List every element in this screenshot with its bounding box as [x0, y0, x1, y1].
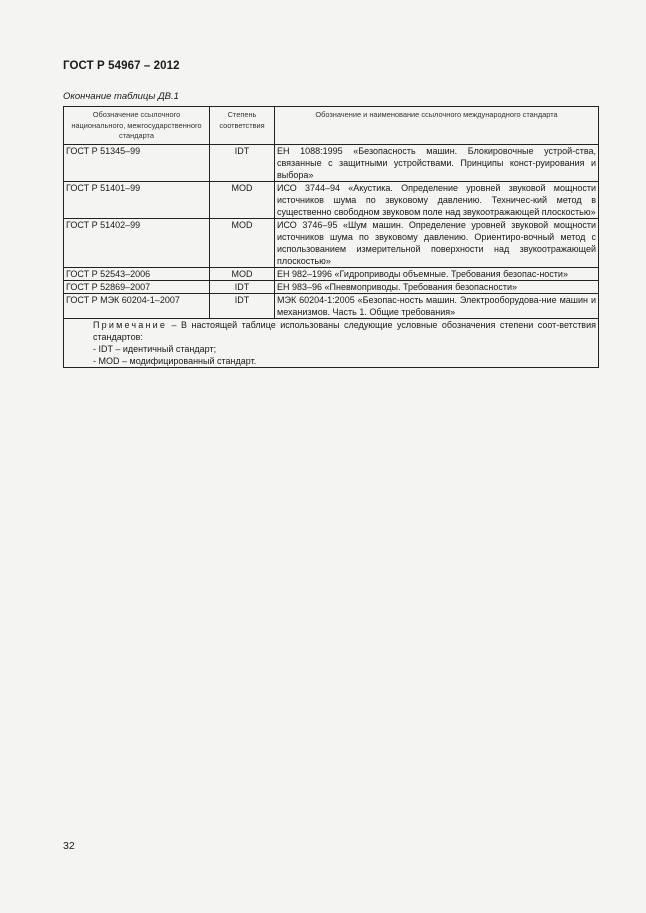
note-text [66, 319, 596, 343]
table-header-row [64, 107, 599, 145]
degree-cell: MOD [210, 218, 275, 267]
note-label: Примечание [93, 319, 168, 330]
national-standard-cell: ГОСТ Р МЭК 60204-1–2007 [64, 293, 210, 318]
column-header-degree: Степень соответствия [210, 107, 275, 145]
national-standard-cell: ГОСТ Р 51401–99 [64, 181, 210, 218]
national-standard-cell: ГОСТ Р 52869–2007 [64, 280, 210, 293]
intl-standard-cell: ЕН 1088:1995 «Безопасность машин. Блокировочные устрой-ства, связанные с защитными устройствами. Принципы конст-руирования и выбора» [275, 144, 599, 181]
intl-standard-cell: ИСО 3744–94 «Акустика. Определение уровней звуковой мощности источников шума по звуковому давлению. Техничес-кий метод в существенно свободном звуковом поле над звукоотражающей плоскостью» [275, 181, 599, 218]
table-row [64, 181, 599, 218]
page-number: 32 [63, 840, 75, 852]
column-header-national: Обозначение ссылочного национального, межгосударственного стандарта [64, 107, 210, 145]
standards-table [63, 106, 599, 368]
table-note-row [64, 318, 599, 367]
national-standard-cell: ГОСТ Р 51402–99 [64, 218, 210, 267]
note-item: - IDT – идентичный стандарт; [93, 343, 217, 354]
degree-cell: IDT [210, 280, 275, 293]
intl-standard-cell: МЭК 60204-1:2005 «Безопас-ность машин. Электрооборудова-ние машин и механизмов. Часть 1. Общие требования» [275, 293, 599, 318]
degree-cell: MOD [210, 181, 275, 218]
table-row [64, 280, 599, 293]
table-row [64, 218, 599, 267]
note-item: - MOD – модифицированный стандарт. [93, 355, 257, 366]
table-row [64, 293, 599, 318]
table-row [64, 144, 599, 181]
degree-cell: MOD [210, 267, 275, 280]
table-note [64, 318, 599, 367]
intl-standard-cell: ЕН 982–1996 «Гидроприводы объемные. Требования безопас-ности» [275, 267, 599, 280]
degree-cell: IDT [210, 293, 275, 318]
national-standard-cell: ГОСТ Р 51345–99 [64, 144, 210, 181]
intl-standard-cell: ЕН 983–96 «Пневмоприводы. Требования безопасности» [275, 280, 599, 293]
national-standard-cell: ГОСТ Р 52543–2006 [64, 267, 210, 280]
intl-standard-cell: ИСО 3746–95 «Шум машин. Определение уровней звуковой мощности источников шума по звуковому давлению. Ориентиро-вочный метод с использованием измерительной поверхности над звукоотражающей плоскостью» [275, 218, 599, 267]
table-caption: Окончание таблицы ДВ.1 [63, 91, 179, 102]
document-header: ГОСТ Р 54967 – 2012 [63, 60, 180, 72]
note-body: – В настоящей таблице использованы следующие условные обозначения степени соот-ветствия стандартов: [93, 319, 596, 342]
degree-cell: IDT [210, 144, 275, 181]
table-row [64, 267, 599, 280]
column-header-intl: Обозначение и наименование ссылочного международного стандарта [275, 107, 599, 145]
